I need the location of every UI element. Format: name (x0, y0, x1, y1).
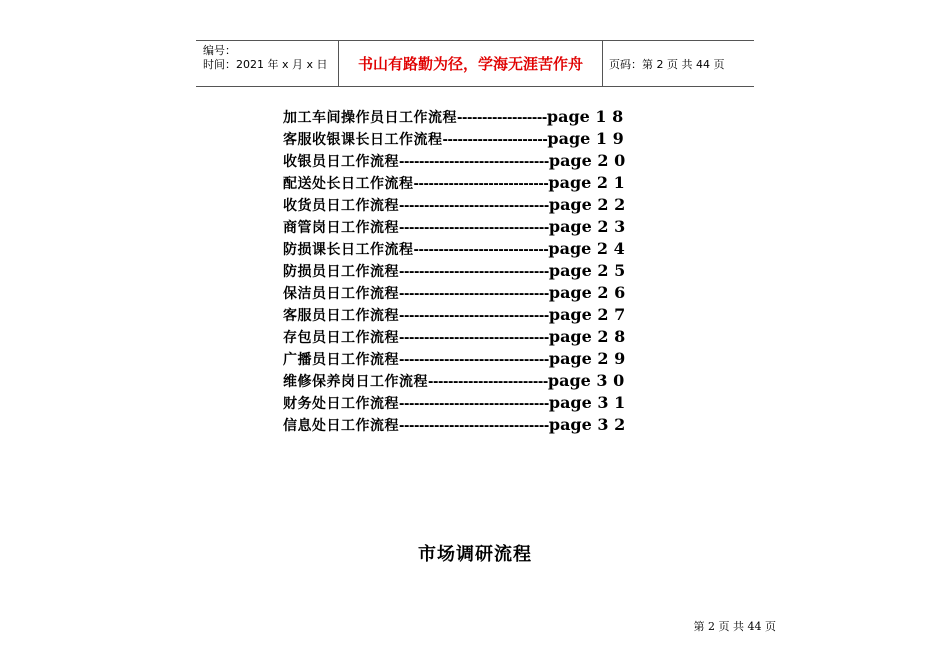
toc-entry-title: 客服员日工作流程 (283, 308, 399, 324)
header-page-info: 页码：第 2 页 共 44 页 (609, 57, 725, 71)
toc-entry-page: page 2 5 (548, 261, 626, 280)
toc-entry (283, 326, 683, 348)
page-footer: 第 2 页 共 44 页 (693, 620, 776, 633)
toc-entry-page: page 2 9 (548, 349, 626, 368)
toc-entry-leader: ------------------------------ (399, 353, 549, 368)
toc-entry-title: 配送处长日工作流程 (283, 176, 414, 192)
toc-entry-leader: --------------------------- (413, 243, 549, 258)
toc-entry-leader: ------------------ (457, 111, 547, 126)
toc-entry-leader: ------------------------------ (399, 419, 549, 434)
toc-entry-page: page 2 3 (548, 217, 626, 236)
toc-entry (283, 370, 683, 392)
toc-entry (283, 172, 683, 194)
toc-entry-page: page 1 8 (546, 107, 624, 126)
toc-entry-title: 保洁员日工作流程 (283, 286, 399, 302)
toc-entry-leader: ------------------------------ (399, 155, 549, 170)
toc-entry (283, 106, 683, 128)
toc-entry (283, 348, 683, 370)
toc-entry (283, 414, 683, 436)
toc-entry-title: 存包员日工作流程 (283, 330, 399, 346)
toc-entry-title: 收银员日工作流程 (283, 154, 399, 170)
toc-entry (283, 392, 683, 414)
toc-entry-leader: ------------------------------ (399, 397, 549, 412)
header-meta (196, 41, 339, 86)
toc-entry-title: 广播员日工作流程 (283, 352, 399, 368)
toc-entry-page: page 2 6 (548, 283, 626, 302)
toc-entry-leader: --------------------------- (413, 177, 549, 192)
toc-entry-page: page 3 1 (548, 393, 626, 412)
toc-entry-leader: --------------------- (442, 133, 548, 148)
toc-entry-page: page 3 2 (548, 415, 626, 434)
toc-entry-title: 防损员日工作流程 (283, 264, 399, 280)
toc-entry-page: page 2 2 (548, 195, 626, 214)
toc-entry-leader: ------------------------------ (399, 265, 549, 280)
toc-entry-title: 客服收银课长日工作流程 (283, 132, 443, 148)
toc-entry-page: page 2 1 (548, 173, 625, 192)
toc-entry-title: 加工车间操作员日工作流程 (283, 110, 457, 126)
header-time-label: 时间：2021 年 x 月 x 日 (203, 58, 328, 71)
toc-entry (283, 128, 683, 150)
toc-entry-page: page 1 9 (547, 129, 624, 148)
toc-entry-title: 商管岗日工作流程 (283, 220, 399, 236)
header-number-label: 编号： (203, 44, 236, 57)
toc-entry-leader: ------------------------ (428, 375, 548, 390)
toc-entry-leader: ------------------------------ (399, 331, 549, 346)
toc-entry-page: page 2 4 (548, 239, 625, 258)
toc-entry-leader: ------------------------------ (399, 287, 549, 302)
toc-entry-page: page 2 0 (548, 151, 626, 170)
toc-entry (283, 216, 683, 238)
toc-entry-title: 维修保养岗日工作流程 (283, 374, 428, 390)
toc-entry-title: 信息处日工作流程 (283, 418, 399, 434)
toc-entry-leader: ------------------------------ (399, 309, 549, 324)
toc-entry (283, 194, 683, 216)
table-of-contents (283, 106, 683, 436)
toc-entry-title: 收货员日工作流程 (283, 198, 399, 214)
toc-entry (283, 282, 683, 304)
toc-entry (283, 238, 683, 260)
toc-entry-title: 财务处日工作流程 (283, 396, 399, 412)
toc-entry (283, 260, 683, 282)
toc-entry-leader: ------------------------------ (399, 221, 549, 236)
toc-entry (283, 150, 683, 172)
toc-entry (283, 304, 683, 326)
header-motto: 书山有路勤为径，学海无涯苦作舟 (339, 41, 603, 86)
page-header (196, 40, 754, 87)
toc-entry-leader: ------------------------------ (399, 199, 549, 214)
toc-entry-page: page 2 7 (548, 305, 626, 324)
toc-entry-page: page 2 8 (548, 327, 626, 346)
section-title: 市场调研流程 (418, 544, 532, 565)
toc-entry-page: page 3 0 (547, 371, 625, 390)
toc-entry-title: 防损课长日工作流程 (283, 242, 414, 258)
